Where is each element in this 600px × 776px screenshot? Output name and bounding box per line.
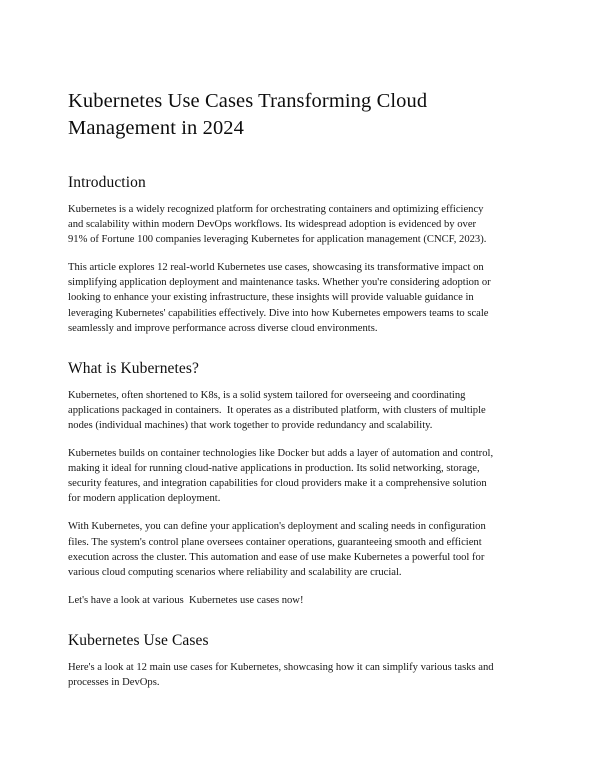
paragraph-transition-call-to-read: Let's have a look at various Kubernetes use cases now! — [68, 594, 304, 606]
paragraph-what-is-kubernetes-2: Kubernetes builds on container technologies like Docker but adds a layer of automation and control, making it ideal for running cloud-native applications in production. Its solid networking, storage, security features, and integration capabilities for cloud providers make it a comprehensive solution for modern application deployment. — [68, 448, 496, 505]
section-spacer — [68, 621, 500, 630]
section-spacer — [68, 349, 500, 358]
paragraph-what-is-kubernetes-1: Kubernetes, often shortened to K8s, is a solid system tailored for overseeing and coordinating applications packaged in containers. It operates as a distributed platform, with clusters of multiple nodes (individual machines) that work together to provide redundancy and scalability. — [68, 389, 489, 431]
section-heading-kubernetes-use-cases: Kubernetes Use Cases — [68, 631, 209, 649]
paragraph-use-cases-intro: Here's a look at 12 main use cases for Kubernetes, showcasing how it can simplify various tasks and processes in DevOps. — [68, 661, 497, 688]
section-heading-what-is-kubernetes: What is Kubernetes? — [68, 359, 200, 377]
page-title: Kubernetes Use Cases Transforming Cloud Management in 2024 — [68, 90, 428, 139]
paragraph-what-is-kubernetes-3: With Kubernetes, you can define your application's deployment and scaling needs in configuration files. The system's control plane oversees container operations, guaranteeing smooth and efficient execution across the cluster. This automation and ease of use make Kubernetes a powerful tool for various cloud computing scenarios where reliability and scalability are crucial. — [68, 521, 489, 578]
paragraph-introduction-1: Kubernetes is a widely recognized platform for orchestrating containers and optimizing efficiency and scalability within modern DevOps workflows. Its widespread adoption is evidenced by over 91% of Fortune 100 companies leveraging Kubernetes for application management (CNCF, 2023). — [68, 204, 487, 246]
paragraph-introduction-2: This article explores 12 real-world Kubernetes use cases, showcasing its transformative impact on simplifying application deployment and maintenance tasks. Whether you're considering adoption or looking to enhance your existing infrastructure, these insights will provide valuable guidance in leveraging Kubernetes' capabilities effectively. Dive into how Kubernetes empowers teams to scale seamlessly and improve performance across diverse cloud environments. — [68, 262, 494, 334]
section-heading-introduction: Introduction — [68, 174, 146, 191]
